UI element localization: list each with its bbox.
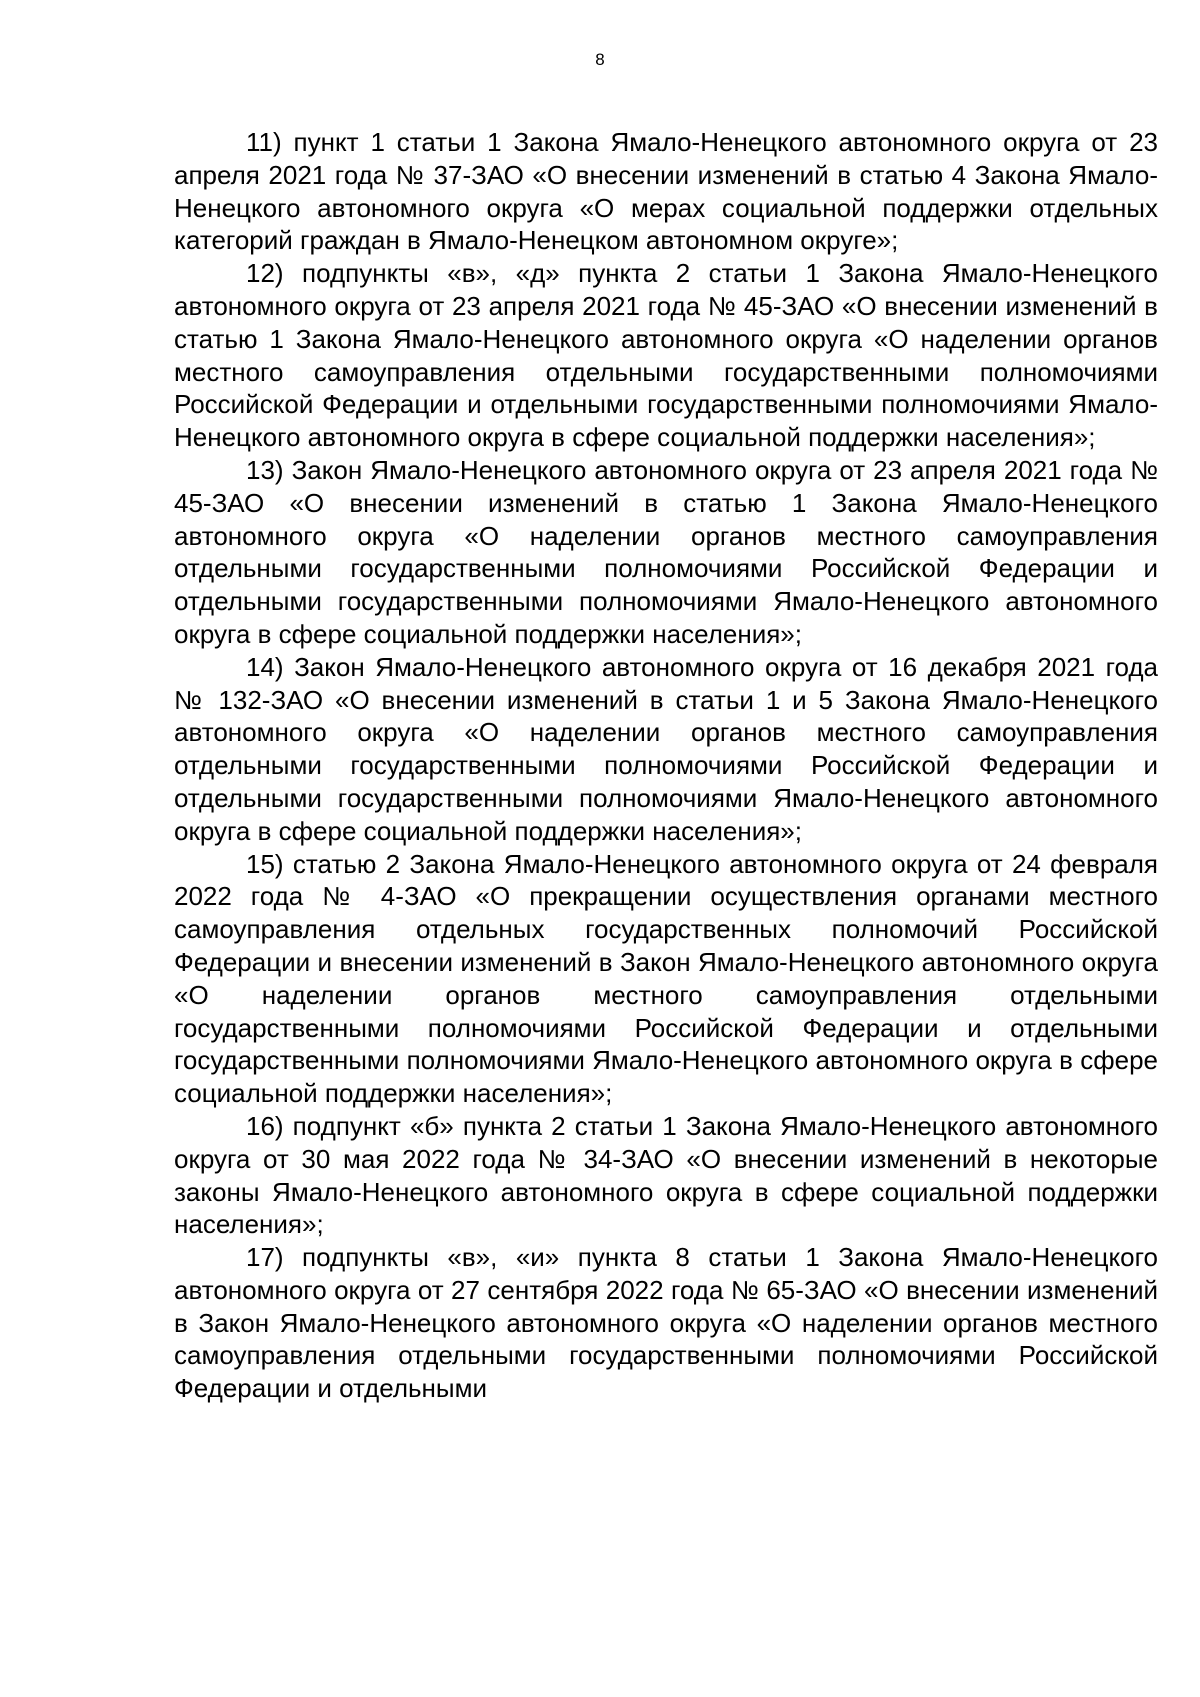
page-number: 8 [595,50,605,69]
document-body [174,126,1158,1405]
paragraph-item-16: 16) подпункт «б» пункта 2 статьи 1 Закона Ямало-Ненецкого автономного округа от 30 мая 2022 года № 34-ЗАО «О внесении изменений в некоторые законы Ямало-Ненецкого автономного округа в сфере социальной поддержки населения»; [174,1110,1158,1240]
paragraph-item-14: 14) Закон Ямало-Ненецкого автономного округа от 16 декабря 2021 года № 132-ЗАО «О внесении изменений в статьи 1 и 5 Закона Ямало-Ненецкого автономного округа «О наделении органов местного самоуправления отдельными государственными полномочиями Российской Федерации и отдельными государственными полномочиями Ямало-Ненецкого автономного округа в сфере социальной поддержки населения»; [174,651,1158,846]
paragraph-item-15: 15) статью 2 Закона Ямало-Ненецкого автономного округа от 24 февраля 2022 года № 4-ЗАО «О прекращении осуществления органами местного самоуправления отдельных государственных полномочий Российской Федерации и внесении изменений в Закон Ямало-Ненецкого автономного округа «О наделении органов местного самоуправления отдельными государственными полномочиями Российской Федерации и отдельными государственными полномочиями Ямало-Ненецкого автономного округа в сфере социальной поддержки населения»; [174,848,1158,1109]
paragraph-item-17: 17) подпункты «в», «и» пункта 8 статьи 1 Закона Ямало-Ненецкого автономного округа от 27 сентября 2022 года № 65-ЗАО «О внесении изменений в Закон Ямало-Ненецкого автономного округа «О наделении органов местного самоуправления отдельными государственными полномочиями Российской Федерации и отдельными [174,1242,1158,1404]
paragraph-item-13: 13) Закон Ямало-Ненецкого автономного округа от 23 апреля 2021 года № 45-ЗАО «О внесении изменений в статью 1 Закона Ямало-Ненецкого автономного округа «О наделении органов местного самоуправления отдельными государственными полномочиями Российской Федерации и отдельными государственными полномочиями Ямало-Ненецкого автономного округа в сфере социальной поддержки населения»; [174,454,1158,649]
paragraph-item-12: 12) подпункты «в», «д» пункта 2 статьи 1 Закона Ямало-Ненецкого автономного округа от 23 апреля 2021 года № 45-ЗАО «О внесении изменений в статью 1 Закона Ямало-Ненецкого автономного округа «О наделении органов местного самоуправления отдельными государственными полномочиями Российской Федерации и отдельными государственными полномочиями Ямало-Ненецкого автономного округа в сфере социальной поддержки населения»; [174,258,1158,453]
paragraph-item-11: 11) пункт 1 статьи 1 Закона Ямало-Ненецкого автономного округа от 23 апреля 2021 года № 37-ЗАО «О внесении изменений в статью 4 Закона Ямало-Ненецкого автономного округа «О мерах социальной поддержки отдельных категорий граждан в Ямало-Ненецком автономном округе»; [174,127,1158,256]
